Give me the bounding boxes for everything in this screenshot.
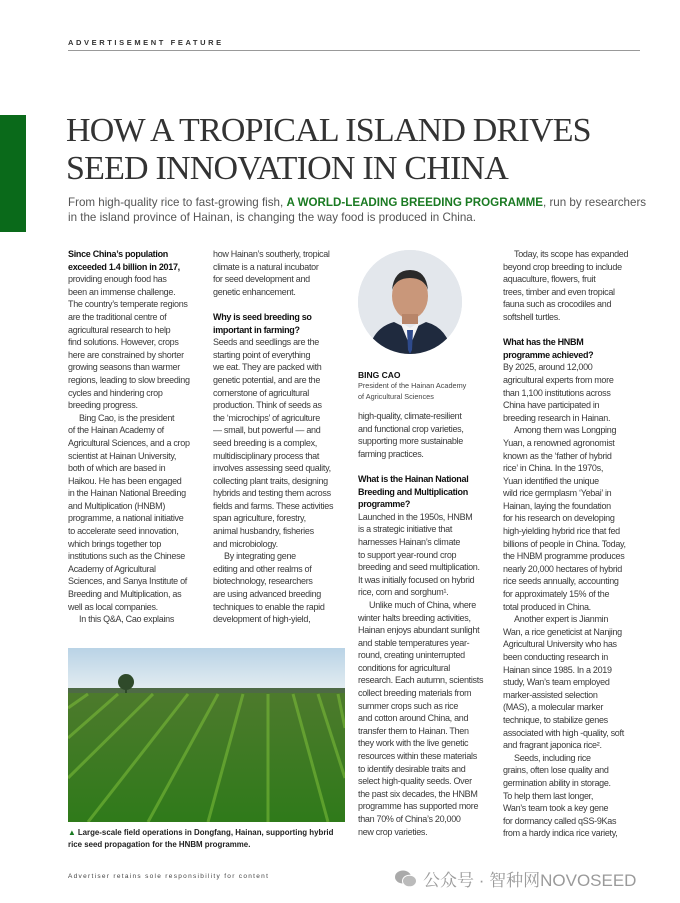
text-line: exceeded 1.4 billion in 2017,: [68, 261, 180, 272]
text-line: and cotton around China, and: [358, 713, 469, 724]
text-line: Agricultural Sciences, and a crop: [68, 437, 190, 448]
triangle-up-icon: ▲: [68, 828, 76, 837]
text-line: Agricultural University who has: [503, 639, 617, 650]
text-line: agricultural experts from more: [503, 374, 614, 385]
text-line: To help them last longer,: [503, 790, 594, 801]
text-line: than 1,100 institutions across: [503, 387, 611, 398]
text-line: the past six decades, the HNBM: [358, 788, 478, 799]
text-line: cycles and hindering crop: [68, 387, 163, 398]
text-line: nearly 20,000 hectares of hybrid: [503, 563, 622, 574]
text-line: involves assessing seed quality,: [213, 463, 331, 474]
section-heading-line: What is the Hainan National: [358, 473, 469, 484]
text-line: (MAS), a molecular marker: [503, 702, 604, 713]
text-line: beyond crop breeding to include: [503, 261, 622, 272]
paragraph-gap: [213, 298, 333, 311]
header-divider: [68, 50, 640, 51]
page-title: [66, 112, 591, 188]
portrait-photo: [358, 250, 462, 354]
text-line: conditions for agricultural: [358, 662, 450, 673]
text-line: are using advanced breeding: [213, 589, 321, 600]
section-heading-line: What has the HNBM: [503, 337, 584, 348]
text-line: and fragrant japonica rice².: [503, 740, 602, 751]
text-line: well as local companies.: [68, 601, 158, 612]
text-line: Today, its scope has expanded: [514, 249, 629, 259]
text-line: rice, corn and sorghum¹.: [358, 587, 449, 598]
photo-caption: [68, 827, 348, 850]
article-column-3: [358, 410, 483, 838]
text-line: techniques to enable the rapid: [213, 601, 325, 612]
text-line: cornerstone of agricultural: [213, 387, 309, 398]
text-line: they work with the live genetic: [358, 738, 469, 749]
text-line: grains, often lose quality and: [503, 765, 609, 776]
text-line: associated with high -quality, soft: [503, 727, 624, 738]
text-line: how Hainan’s southerly, tropical: [213, 249, 330, 259]
role-line-1: President of the Hainan Academy: [358, 381, 467, 390]
paragraph-gap: [503, 324, 628, 337]
text-line: resources within these materials: [358, 751, 477, 762]
text-line: than 70% of China’s 20,000: [358, 814, 461, 824]
text-line: Another expert is Jianmin: [514, 614, 609, 625]
section-heading-line: programme?: [358, 499, 411, 510]
text-line: and microbiology.: [213, 538, 278, 549]
article-column-4: [503, 248, 628, 840]
standfirst: [68, 195, 648, 225]
text-line: collecting plant traits, designing: [213, 475, 328, 486]
section-kicker: ADVERTISEMENT FEATURE: [68, 38, 224, 47]
text-line: we eat. They are packed with: [213, 362, 322, 373]
standfirst-highlight: A WORLD-LEADING BREEDING PROGRAMME: [286, 196, 543, 209]
text-line: summer crops such as rice: [358, 700, 459, 711]
text-line: and stable temperatures year-: [358, 637, 470, 648]
text-line: here are constrained by shorter: [68, 349, 184, 360]
text-line: breeding progress.: [68, 400, 138, 411]
standfirst-text-end: , run by researchers in the island province of Hainan, is changing the way food is produced in China.: [68, 196, 647, 224]
text-line: both of which are based in: [68, 463, 166, 474]
text-line: programme, a national initiative: [68, 513, 184, 524]
text-line: Hainan enjoys abundant sunlight: [358, 625, 480, 636]
text-line: marker-assisted selection: [503, 689, 598, 700]
text-line: Among them was Longping: [514, 425, 617, 436]
text-line: winter halts breeding activities,: [358, 612, 471, 623]
text-line: technique, to stabilize genes: [503, 714, 608, 725]
text-line: been conducting research in: [503, 652, 608, 662]
section-heading-line: Breeding and Multiplication: [358, 486, 468, 497]
text-line: By integrating gene: [224, 551, 296, 562]
standfirst-text: From high-quality rice to fast-growing fish,: [68, 196, 287, 209]
text-line: Unlike much of China, where: [369, 599, 476, 610]
text-line: programme has supported more: [358, 801, 479, 812]
text-line: the HNBM programme produces: [503, 551, 625, 562]
text-line: fauna such as crocodiles and: [503, 299, 612, 310]
text-line: billions of people in China. Today,: [503, 538, 626, 549]
text-line: Seeds and seedlings are the: [213, 337, 319, 348]
text-line: softshell turtles.: [503, 311, 561, 322]
text-line: the ‘microchips’ of agriculture: [213, 412, 320, 423]
article-column-1: [68, 248, 190, 626]
text-line: breeding research in Hainan.: [503, 412, 611, 423]
text-line: select high-quality seeds. Over: [358, 776, 472, 787]
text-line: round, creating uninterrupted: [358, 650, 465, 661]
text-line: find solutions. However, crops: [68, 337, 179, 348]
title-line-1: HOW A TROPICAL ISLAND DRIVES: [66, 112, 591, 149]
text-line: span agriculture, forestry,: [213, 513, 306, 524]
text-line: regions, leading to slow breeding: [68, 374, 190, 385]
text-line: to support year-round crop: [358, 549, 457, 560]
text-line: Wan, a rice geneticist at Nanjing: [503, 626, 622, 637]
text-line: to identify desirable traits and: [358, 763, 466, 774]
text-line: Hainan since 1985. In a 2019: [503, 664, 612, 675]
text-line: trees, timber and even tropical: [503, 286, 615, 297]
text-line: total produced in China.: [503, 601, 591, 612]
text-line: seed breeding is a complex,: [213, 437, 317, 448]
text-line: wild rice germplasm ‘Yebai’ in: [503, 488, 612, 499]
text-line: which brings together top: [68, 538, 162, 549]
text-line: genetic enhancement.: [213, 286, 296, 297]
article-column-2: [213, 248, 333, 626]
text-line: aquaculture, flowers, fruit: [503, 274, 596, 285]
text-line: been an immense challenge.: [68, 286, 176, 297]
text-line: biotechnology, researchers: [213, 576, 313, 587]
text-line: Yuan, a renowned agronomist: [503, 437, 615, 448]
text-line: production. Think of seeds as: [213, 400, 322, 411]
text-line: agricultural research to help: [68, 324, 171, 335]
text-line: is a strategic initiative that: [358, 524, 453, 535]
text-line: to accelerate seed innovation,: [68, 526, 179, 537]
text-line: hybrids and testing them across: [213, 488, 331, 499]
text-line: and functional crop varieties,: [358, 423, 464, 434]
text-line: Launched in the 1950s, HNBM: [358, 511, 473, 522]
text-line: known as the ‘father of hybrid: [503, 450, 612, 461]
text-line: providing enough food has: [68, 274, 167, 285]
text-line: Bing Cao, is the president: [79, 412, 175, 423]
text-line: development of high-yield,: [213, 614, 311, 625]
text-line: animal husbandry, fisheries: [213, 526, 314, 537]
text-line: fields and farms. These activities: [213, 500, 334, 511]
text-line: breeding and seed multiplication.: [358, 562, 480, 573]
text-line: Seeds, including rice: [514, 752, 591, 763]
text-line: Yuan identified the unique: [503, 475, 599, 486]
text-line: climate is a natural incubator: [213, 261, 319, 272]
text-line: for seed development and: [213, 274, 310, 285]
text-line: for dormancy called qSS-9Kas: [503, 815, 617, 826]
text-line: Hainan, laying the foundation: [503, 500, 611, 511]
text-line: Haikou. He has been engaged: [68, 475, 182, 486]
text-line: China have participated in: [503, 400, 600, 411]
text-line: high-quality, climate-resilient: [358, 411, 462, 421]
paragraph-gap: [358, 460, 483, 473]
section-heading-line: important in farming?: [213, 324, 300, 335]
text-line: scientist at Hainan University,: [68, 450, 177, 461]
text-line: Since China’s population: [68, 249, 168, 259]
text-line: The country’s temperate regions: [68, 299, 188, 310]
text-line: harnesses Hainan’s climate: [358, 536, 461, 547]
watermark-text: 公众号 · 智种网NOVOSEED: [423, 871, 637, 890]
text-line: collect breeding materials from: [358, 688, 472, 699]
title-line-2: SEED INNOVATION IN CHINA: [66, 150, 508, 187]
text-line: of the Hainan Academy of: [68, 425, 164, 436]
caption-text: Large-scale field operations in Dongfang, Hainan, supporting hybrid rice seed propagation for the HNBM programme.: [68, 828, 334, 849]
text-line: for his research on developing: [503, 513, 615, 524]
text-line: In this Q&A, Cao explains: [79, 614, 175, 625]
text-line: Wan’s team took a key gene: [503, 803, 609, 814]
section-heading-line: Why is seed breeding so: [213, 311, 312, 322]
text-line: germination ability in storage.: [503, 777, 611, 788]
text-line: rice’ in China. In the 1970s,: [503, 463, 604, 474]
text-line: growing seasons than warmer: [68, 362, 180, 373]
text-line: are the traditional centre of: [68, 311, 167, 322]
section-heading-line: programme achieved?: [503, 349, 594, 360]
watermark: [395, 866, 636, 891]
text-line: Breeding and Multiplication, as: [68, 589, 182, 600]
text-line: By 2025, around 12,000: [503, 362, 593, 373]
text-line: supporting more sustainable: [358, 436, 463, 447]
text-line: research. Each autumn, scientists: [358, 675, 484, 686]
accent-bar: [0, 115, 26, 232]
text-line: editing and other realms of: [213, 563, 312, 574]
text-line: genetic potential, and are the: [213, 374, 321, 385]
portrait-name: BING CAO: [358, 370, 401, 380]
text-line: multidisciplinary process that: [213, 450, 320, 461]
text-line: It was initially focused on hybrid: [358, 574, 475, 585]
text-line: and Multiplication (HNBM): [68, 500, 166, 511]
text-line: new crop varieties.: [358, 826, 428, 837]
text-line: — small, but powerful — and: [213, 425, 321, 436]
text-line: transfer them to Hainan. Then: [358, 725, 469, 736]
text-line: high-yielding hybrid rice that fed: [503, 526, 620, 537]
text-line: institutions such as the Chinese: [68, 551, 185, 562]
role-line-2: of Agricultural Sciences: [358, 391, 434, 401]
text-line: in the Hainan National Breeding: [68, 488, 186, 499]
wechat-icon: [395, 870, 417, 888]
text-line: study, Wan’s team employed: [503, 677, 610, 688]
text-line: rice seeds annually, accounting: [503, 576, 619, 587]
text-line: Academy of Agricultural: [68, 563, 156, 574]
rice-field-photo: [68, 648, 345, 822]
text-line: Sciences, and Sanya Institute of: [68, 576, 187, 587]
portrait-role: [358, 381, 466, 402]
text-line: starting point of everything: [213, 349, 311, 360]
disclaimer: Advertiser retains sole responsibility for content: [68, 873, 270, 880]
text-line: for approximately 15% of the: [503, 589, 610, 600]
text-line: from a hardy indica rice variety,: [503, 828, 618, 839]
text-line: farming practices.: [358, 448, 424, 459]
